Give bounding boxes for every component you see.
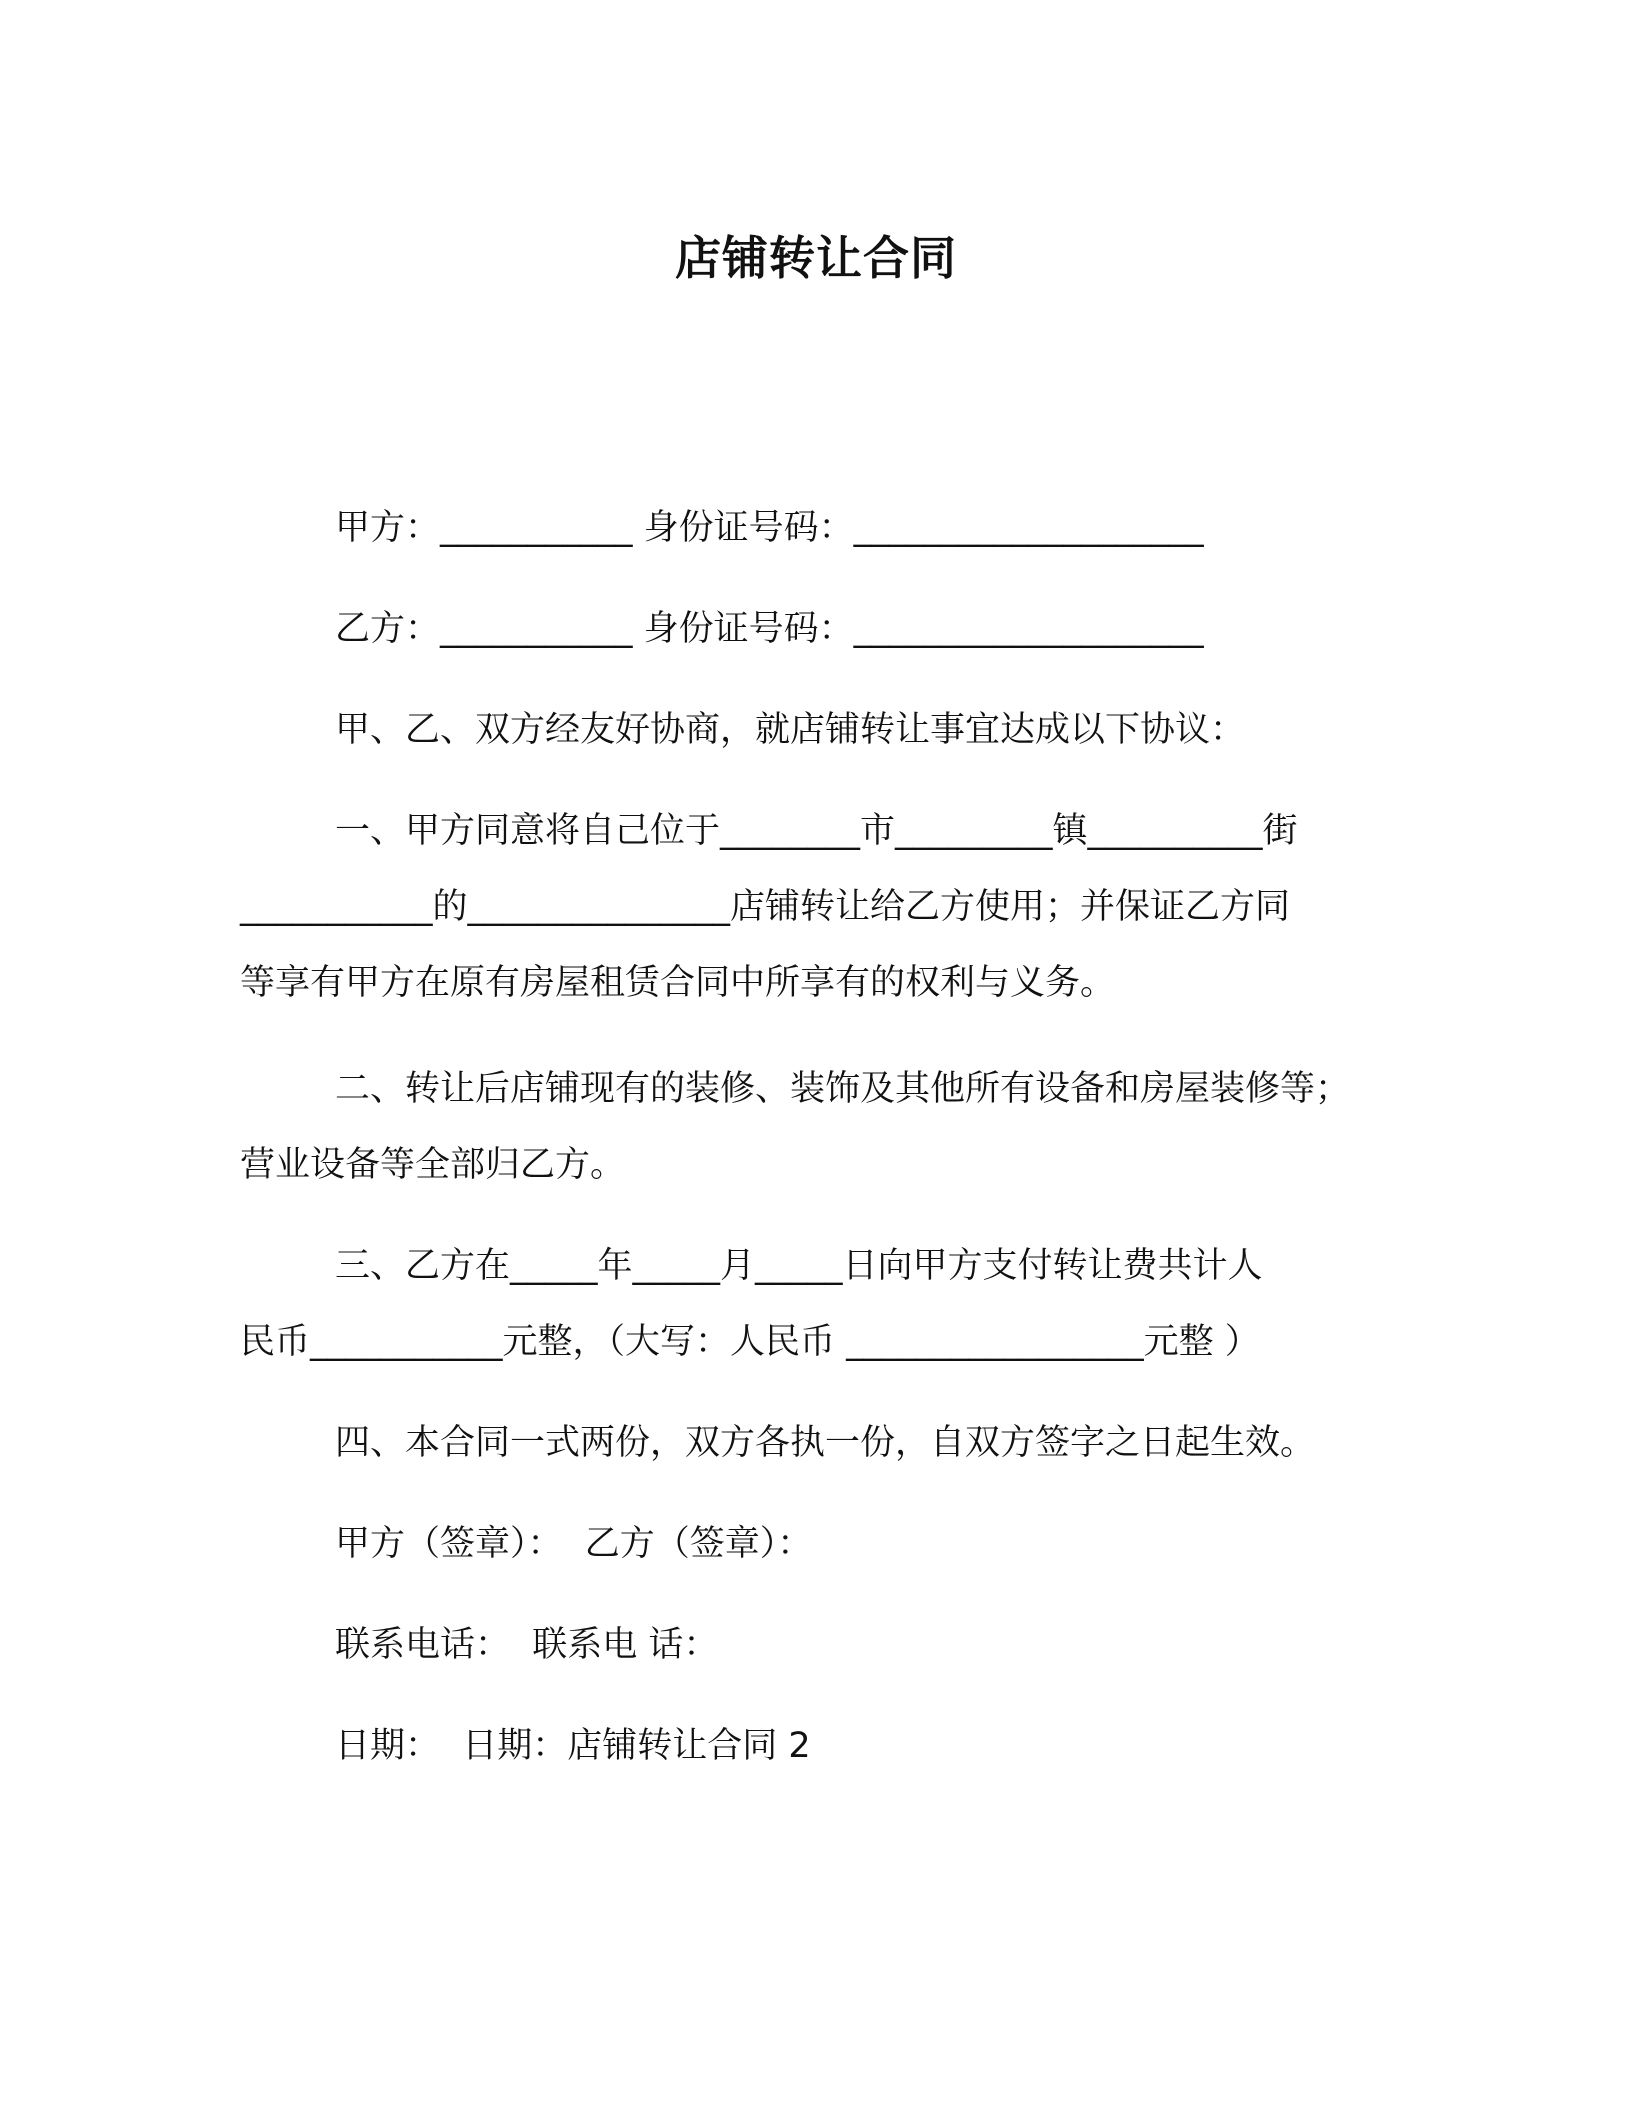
clause-2-line-2: 营业设备等全部归乙方。 xyxy=(240,1145,626,1185)
clause-2-line-1: 二、转让后店铺现有的装修、装饰及其他所有设备和房屋装修等； xyxy=(335,1069,1351,1109)
clause-3-line-1: 三、乙方在_____年_____月_____日向甲方支付转让费共计人 xyxy=(335,1246,1263,1286)
signature-line: 甲方（签章）： 乙方（签章）： xyxy=(335,1524,813,1564)
phone-line: 联系电话： 联系电 话： xyxy=(335,1625,719,1665)
clause-1-line-3: 等享有甲方在原有房屋租赁合同中所享有的权利与义务。 xyxy=(240,963,1116,1003)
clause-1-line-2: ___________的_______________店铺转让给乙方使用；并保证乙方同 xyxy=(240,887,1291,927)
agreement-intro: 甲、乙、双方经友好协商，就店铺转让事宜达成以下协议： xyxy=(335,710,1246,750)
party-a-line: 甲方：___________ 身份证号码：____________________ xyxy=(335,508,1204,548)
party-b-line: 乙方：___________ 身份证号码：____________________ xyxy=(335,609,1204,649)
clause-3-line-2: 民币___________元整，（大写：人民币 _________________元整 ） xyxy=(240,1322,1260,1362)
clause-4: 四、本合同一式两份，双方各执一份，自双方签字之日起生效。 xyxy=(335,1423,1316,1463)
clause-1-line-1: 一、甲方同意将自己位于________市_________镇__________街 xyxy=(335,811,1298,851)
date-line: 日期： 日期：店铺转让合同 2 xyxy=(335,1726,811,1766)
contract-title: 店铺转让合同 xyxy=(675,231,957,285)
